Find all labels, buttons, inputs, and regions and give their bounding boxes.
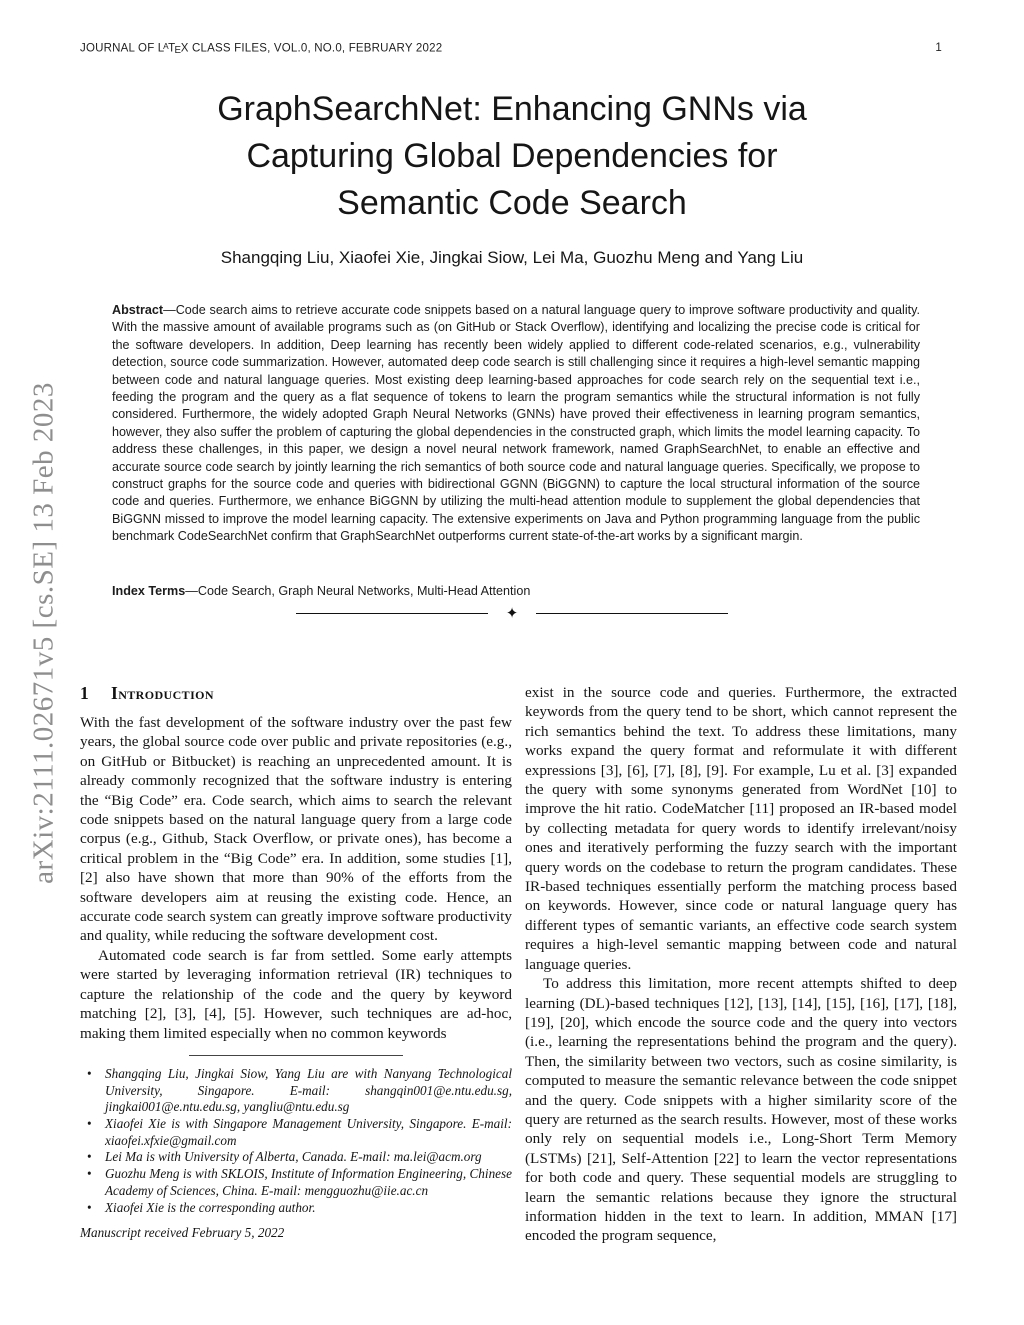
arxiv-watermark: arXiv:2111.02671v5 [cs.SE] 13 Feb 2023 <box>27 382 60 884</box>
footnote-item: • Guozhu Meng is with SKLOIS, Institute of Information Engineering, Chinese Academy of Sciences, China. E-mail: mengguozhu@iie.ac.cn <box>80 1166 512 1199</box>
section-number: 1 <box>80 683 89 703</box>
index-terms-label: Index Terms <box>112 584 186 598</box>
author-line: Shangqing Liu, Xiaofei Xie, Jingkai Siow, Lei Ma, Guozhu Meng and Yang Liu <box>220 248 804 267</box>
section-title: Introduction <box>111 683 214 703</box>
intro-paragraph-4: To address this limitation, more recent attempts shifted to deep learning (DL)-based techniques [12], [13], [14], [15], [16], [17], [18], [19], [20], which encode the source code and the query into vectors (i.e., learning the representations behind the program and the query). Then, the similarity between two vectors, such as cosine similarity, is computed to measure the semantic relevance between the code snippet and the query. Code snippets with a higher similarity score of the query are returned as the search results. However, most of these works only rely on sequential models i.e., Long-Short Term Memory (LSTMs) [21], Self-Attention [22] to learn the vector representations for both code and query. These sequential models are struggling to learn the semantic relations because they ignore the structural information hidden in the text to learn. In addition, MMAN [17] encoded the program sequence, <box>525 975 957 1245</box>
divider-rule-left <box>296 613 488 614</box>
abstract-text: —Code search aims to retrieve accurate code snippets based on a natural language query to improve software productivity and quality. With the massive amount of available programs such as (on GitHub or Stack Overflow), identifying and localizing the precise code is critical for the software developers. In addition, Deep learning has recently been widely applied to different code-related scenarios, e.g., vulnerability detection, source code summarization. However, automated deep code search is still challenging since it requires a high-level semantic mapping between code and natural language queries. Most existing deep learning-based approaches for code search rely on the sequential text i.e., feeding the program and the query as a flat sequence of tokens to learn the program semantics while the structural information is not fully considered. Furthermore, the widely adopted Graph Neural Networks (GNNs) have proved their effectiveness in learning program semantics, however, they also suffer the problem of capturing the global dependencies in the constructed graph, which limits the model learning capacity. To address these challenges, in this paper, we design a novel neural network framework, named GraphSearchNet, to enable an effective and accurate source code search by jointly learning the rich semantics of both source code and natural language queries. Specifically, we propose to construct graphs for the source code and queries with bidirectional GGNN (BiGGNN) to capture the local structural information of the source code and queries. Furthermore, we enhance BiGGNN by utilizing the multi-head attention module to supplement the global dependencies that BiGGNN missed to improve the model learning capacity. The extensive experiments on Java and Python programming language from the public benchmark CodeSearchNet confirm that GraphSearchNet outperforms current state-of-the-art works by a significant margin. <box>112 303 920 544</box>
title-line-2: Capturing Global Dependencies for <box>246 137 778 175</box>
section-divider <box>0 606 1024 621</box>
footnote-rule <box>189 1055 403 1056</box>
footnote-item: • Xiaofei Xie is with Singapore Management University, Singapore. E-mail: xiaofei.xfxie@gmail.com <box>80 1116 512 1149</box>
right-column <box>525 683 957 1246</box>
running-header <box>80 42 942 56</box>
author-footnotes <box>80 1055 512 1242</box>
body-columns <box>80 683 957 1246</box>
title-line-1: GraphSearchNet: Enhancing GNNs via <box>217 90 807 128</box>
footnote-item: • Shangqing Liu, Jingkai Siow, Yang Liu are with Nanyang Technological University, Singapore. E-mail: shangqin001@e.ntu.edu.sg, jingkai001@e.ntu.edu.sg, yangliu@ntu.edu.sg <box>80 1066 512 1116</box>
intro-paragraph-1: With the fast development of the software industry over the past few years, the global source code over public and private repositories (e.g., on GitHub or Bitbucket) is reaching an unprecedented amount. It is already commonly recognized that the software industry is entering the “Big Code” era. Code search, which aims to search the relevant code snippets based on the natural language query from a large code corpus (e.g., Github, Stack Overflow, or private ones), has become a critical problem in the “Big Code” era. In addition, some studies [1], [2] also have shown that more than 90% of the efforts from the software developers aim at reusing the existing code. Hence, an accurate code search system can greatly improve software productivity and quality, while reducing the software development cost. <box>80 714 512 945</box>
index-terms-text: —Code Search, Graph Neural Networks, Multi-Head Attention <box>185 584 531 598</box>
left-column <box>80 683 512 1246</box>
right-column-text <box>525 683 957 1246</box>
abstract <box>112 302 920 546</box>
footnote-item: • Lei Ma is with University of Alberta, Canada. E-mail: ma.lei@acm.org <box>80 1149 512 1166</box>
manuscript-received-note: Manuscript received February 5, 2022 <box>80 1225 285 1241</box>
latex-logo-a: A <box>163 42 169 51</box>
abstract-label: Abstract <box>112 303 164 317</box>
page-number: 1 <box>935 42 942 55</box>
intro-paragraph-2: Automated code search is far from settled. Some early attempts were started by leveraging information retrieval (IR) techniques to capture the relationship of the code and the query by keyword matching [2], [3], [4], [5]. However, such techniques are ad-hoc, making them limited especially when no common keywords <box>80 946 512 1042</box>
footnote-item: • Xiaofei Xie is the corresponding author. <box>80 1200 512 1217</box>
journal-name: JOURNAL OF $L^ATEX$ CLASS FILES, VOL.0, NO.0, FEBRUARY 2022 <box>80 42 443 57</box>
footnote-list <box>80 1066 512 1216</box>
section-heading-introduction <box>80 683 512 704</box>
index-terms <box>112 583 920 600</box>
latex-logo-e: E <box>174 45 182 57</box>
intro-paragraph-3: exist in the source code and queries. Furthermore, the extracted keywords from the query tend to be short, which cannot represent the rich semantics behind the text. To address these limitations, many works expand the query format and reformulate it with different expressions [3], [6], [7], [8], [9]. For example, Lu et al. [3] expanded the query with some synonyms generated from WordNet [10] to improve the hit ratio. CodeMatcher [11] proposed an IR-based model by collecting metadata for query words to identify irrelevant/noisy ones and iteratively performing the fuzzy search with the important query words on the codebase to return the program candidates. These IR-based techniques essentially perform the matching process based on keywords. However, since code or natural language query has different types of semantic variants, an effective code search system requires a high-level semantic mapping between code and natural language queries. <box>525 684 957 973</box>
divider-rule-right <box>536 613 728 614</box>
left-column-text <box>80 713 512 1043</box>
title-line-3: Semantic Code Search <box>337 184 687 222</box>
paper-title <box>0 86 1024 227</box>
diamond-star-icon: ✦ <box>505 605 519 622</box>
